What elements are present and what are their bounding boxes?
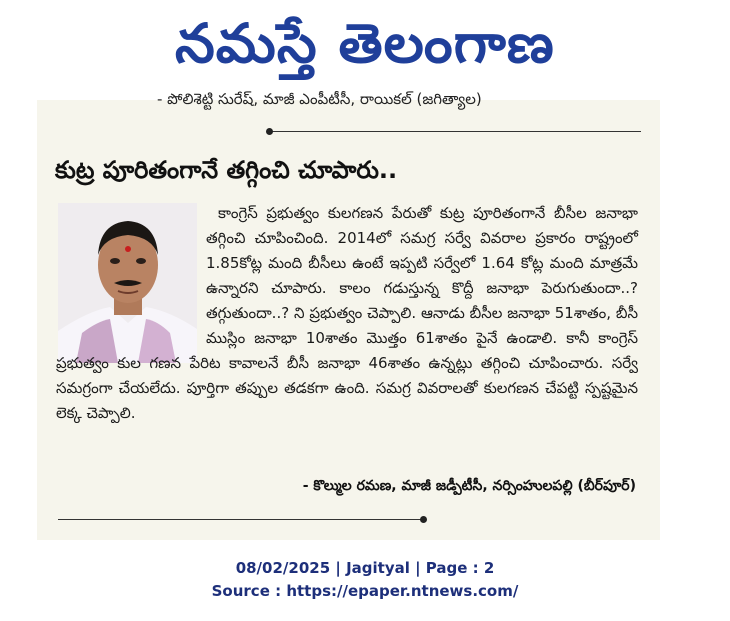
article-byline: - కొల్ముల రమణ, మాజీ జడ్పీటీసీ, నర్సింహులపల్లి (బీర్‌పూర్‌) — [302, 478, 636, 494]
article-body-text: కాంగ్రెస్‌ ప్రభుత్వం కులగణన పేరుతో కుట్ర పూరితంగానే బీసీల జనాభా తగ్గించి చూపించింది. 2014లో సమగ్ర సర్వే వివరాల ప్రకారం రాష్ట్రంలో 1.85కోట్ల మంది బీసీలు ఉంటే ఇప్పటి సర్వేలో 1.64 కోట్ల మంది మాత్రమే ఉన్నారని చూపారు. కాలం గడుస్తున్న కొద్దీ జనాభా పెరుగుతుందా..? తగ్గుతుందా..? ని ప్రభుత్వం చెప్పాలి. ఆనాడు బీసీల జనాభా 51శాతం, బీసీ ముస్లిం జనాభా 10శాతం మొత్తం 61శాతం పైనే ఉండాలి. కానీ కాంగ్రెస్‌ ప్రభుత్వం కుల గణన పేరిట కావాలనే బీసీ జనాభా 46శాతం ఉన్నట్లు తగ్గించి చూపించారు. సర్వే సమగ్రంగా చేయలేదు. పూర్తిగా తప్పుల తడకగా ఉంది. సమగ్ర వివరాలతో కులగణన చేపట్టి స్పష్టమైన లెక్క చెప్పాలి. — [56, 204, 638, 422]
article-body — [56, 201, 638, 426]
divider-dot — [266, 128, 273, 135]
edition-info: 08/02/2025 | Jagityal | Page : 2 — [235, 559, 495, 577]
bottom-divider — [58, 519, 425, 520]
article-clipping — [37, 90, 660, 540]
previous-article-byline: - పోలిశెట్టి సురేష్‌, మాజీ ఎంపీటీసీ, రాయికల్‌ (జగిత్యాల) — [157, 90, 482, 108]
top-divider — [269, 131, 641, 132]
photo-spacer — [56, 201, 206, 349]
newspaper-logo: నమస్తే తెలంగాణ — [175, 12, 555, 75]
divider-dot — [420, 516, 427, 523]
masthead — [0, 4, 730, 84]
article-headline: కుట్ర పూరితంగానే తగ్గించి చూపారు.. — [55, 156, 398, 184]
source-link[interactable]: Source : https://epaper.ntnews.com/ — [211, 582, 519, 600]
